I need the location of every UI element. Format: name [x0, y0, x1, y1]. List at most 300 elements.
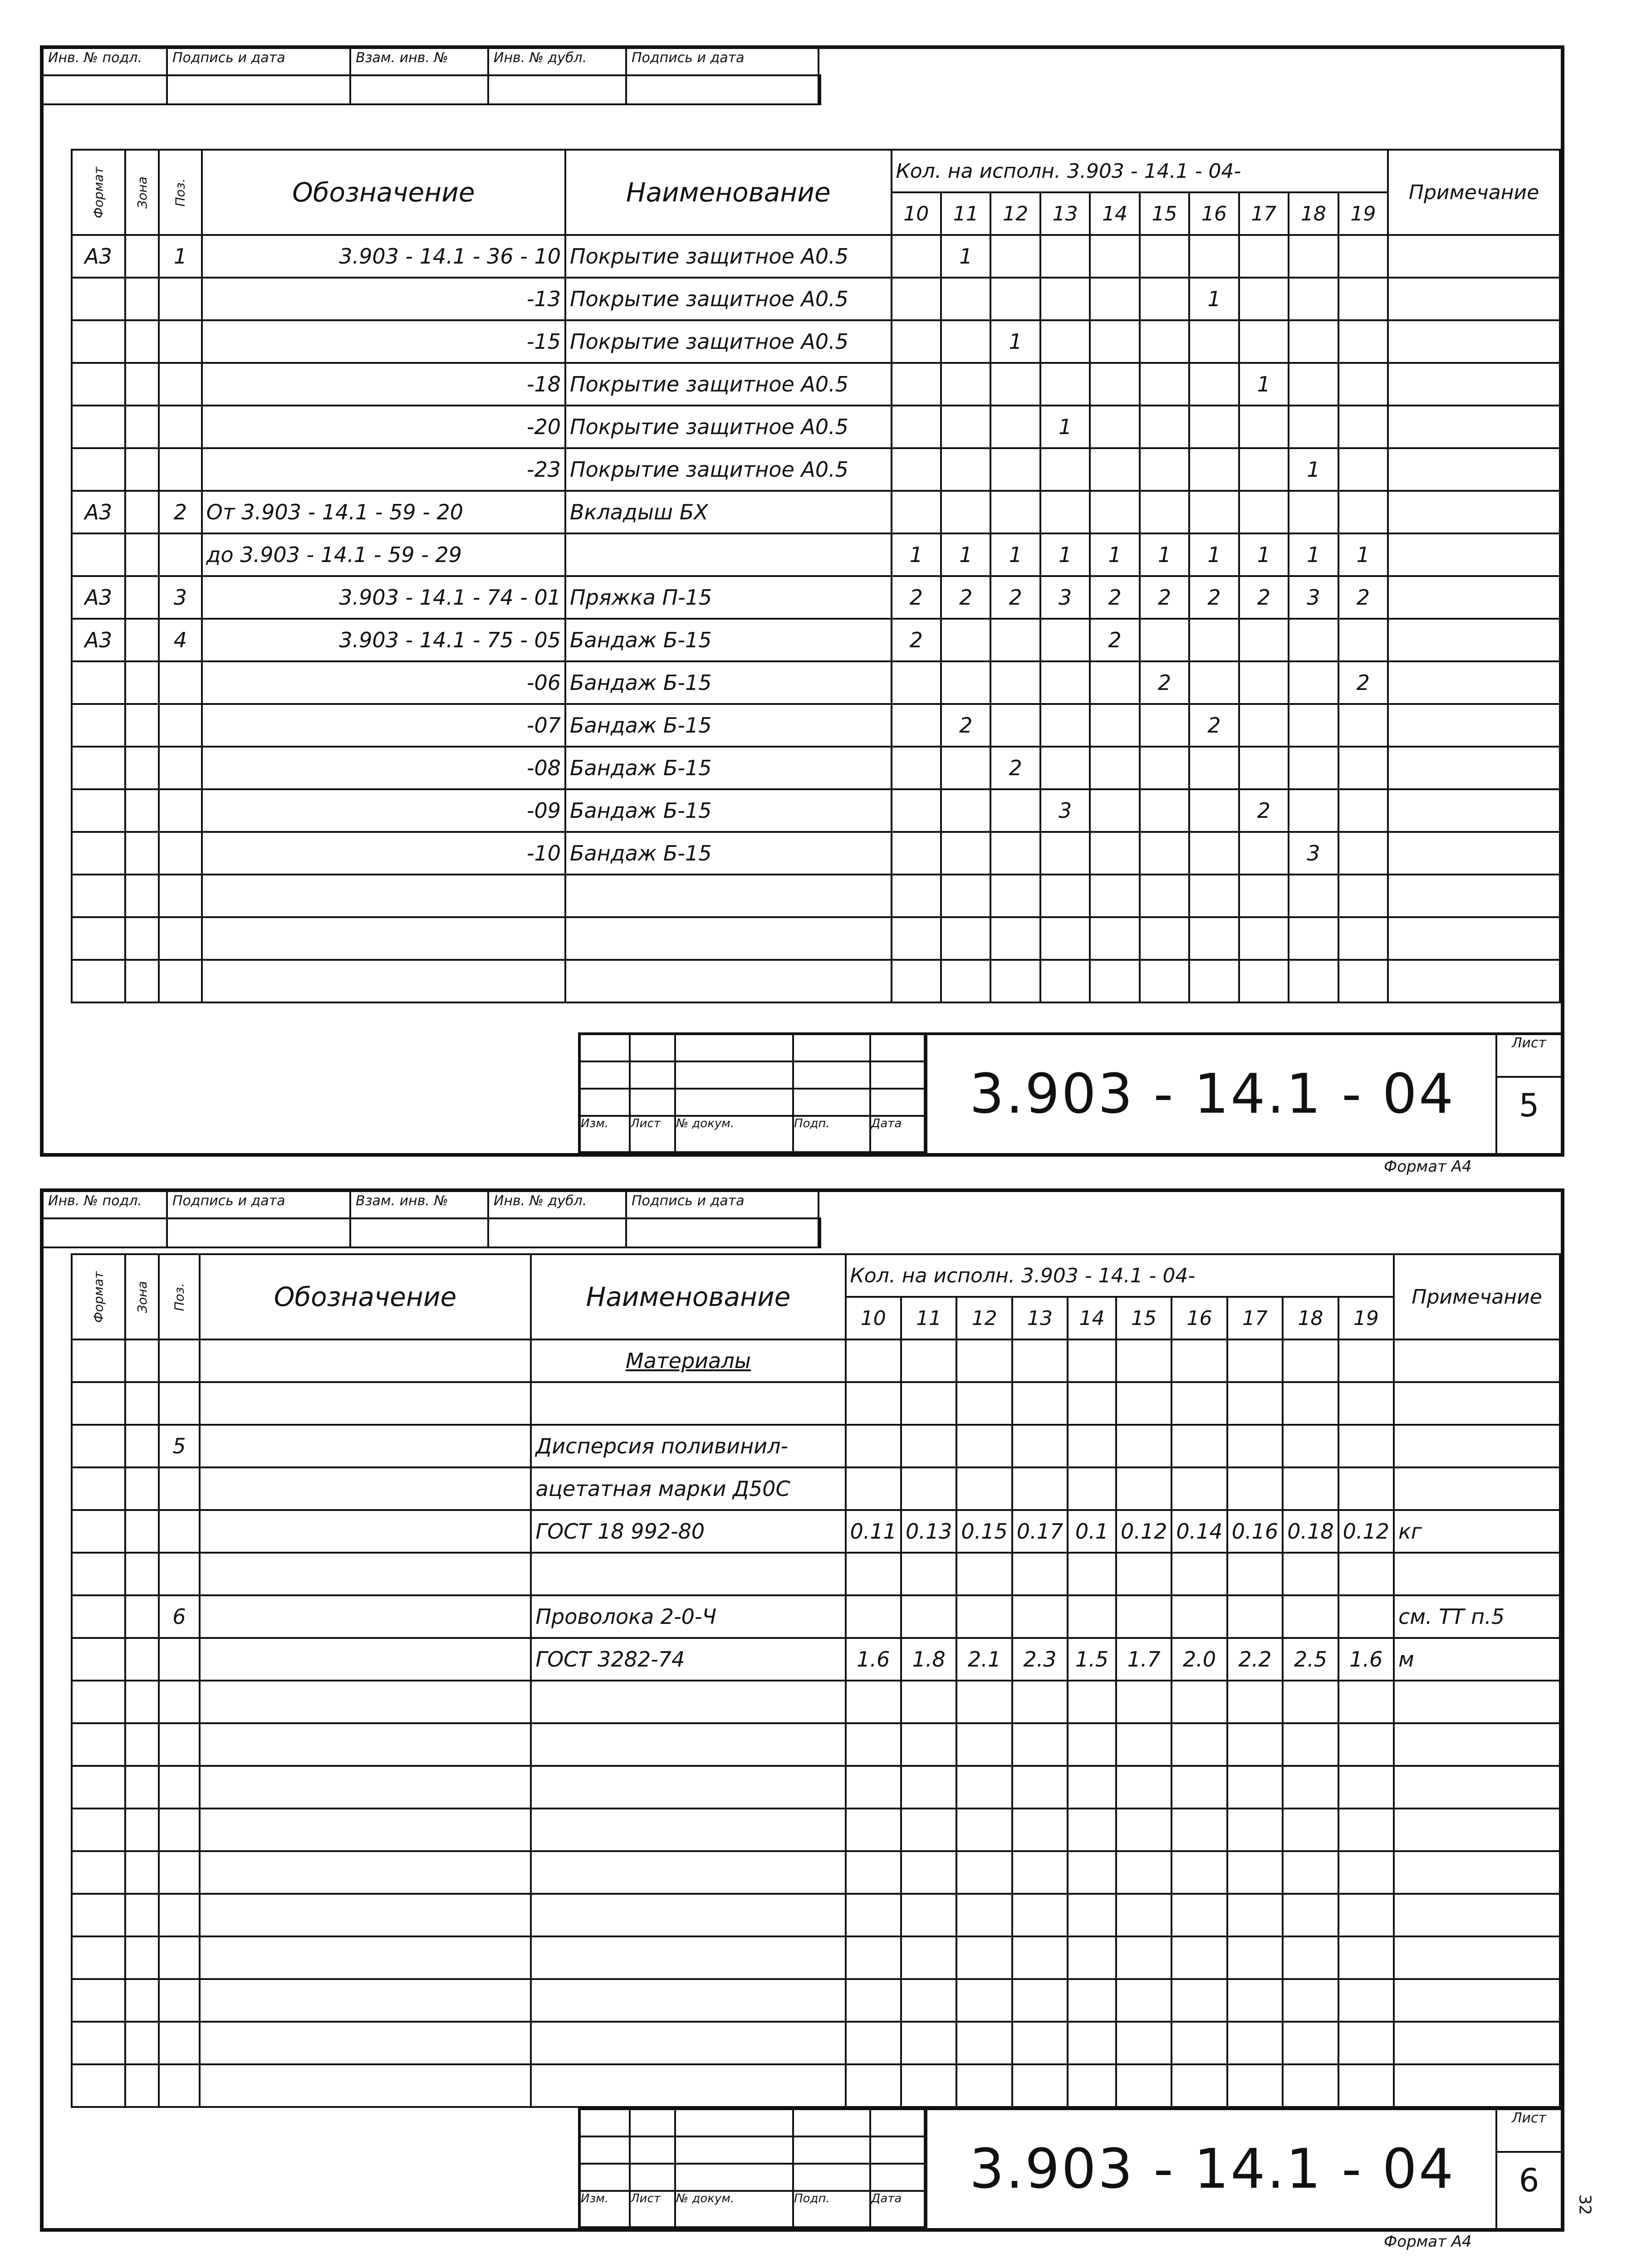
sheet-label: Лист — [1497, 2110, 1561, 2153]
qty-cell — [846, 1467, 901, 1510]
name-cell: ГОСТ 3282-74 — [531, 1638, 845, 1681]
qty-cell — [941, 789, 990, 832]
name-cell: Проволока 2-0-Ч — [531, 1595, 845, 1638]
qty-cell — [1040, 235, 1090, 278]
qty-cell: 1 — [1289, 533, 1338, 576]
pos-cell — [159, 1723, 199, 1766]
qty-cell — [1283, 1809, 1338, 1851]
qty-cell — [1289, 875, 1338, 917]
qty-cell — [1283, 1595, 1338, 1638]
name-cell — [531, 1809, 845, 1851]
qty-cell: 1.6 — [1338, 1638, 1394, 1681]
designation-cell — [200, 1425, 531, 1467]
zone-cell — [125, 832, 159, 875]
qty-cell — [1068, 1851, 1116, 1894]
qty-cell — [1338, 917, 1388, 960]
table-row — [72, 704, 1560, 747]
format-cell — [72, 1936, 125, 1979]
qty-cell — [901, 1425, 956, 1467]
note-cell — [1394, 1681, 1560, 1723]
designation-cell — [200, 1681, 531, 1723]
qty-cell — [1040, 747, 1090, 789]
designation-cell — [200, 1766, 531, 1809]
designation-cell: до 3.903 - 14.1 - 59 - 29 — [202, 533, 565, 576]
note-cell — [1394, 1894, 1560, 1936]
qty-cell — [1189, 320, 1239, 363]
qty-cell — [1012, 2064, 1068, 2107]
pos-cell — [159, 1681, 199, 1723]
note-cell: кг — [1394, 1510, 1560, 1553]
note-cell: см. ТТ п.5 — [1394, 1595, 1560, 1638]
name-cell — [565, 875, 892, 917]
designation-cell — [200, 1382, 531, 1425]
pos-cell — [159, 2064, 199, 2107]
note-cell — [1388, 278, 1560, 320]
qty-cell — [941, 363, 990, 406]
qty-cell: 3 — [1040, 576, 1090, 619]
pos-cell — [159, 1638, 199, 1681]
note-cell — [1394, 1467, 1560, 1510]
zone-cell — [125, 448, 159, 491]
zone-cell — [125, 363, 159, 406]
qty-cell: 1 — [1090, 533, 1139, 576]
qty-cell — [901, 1809, 956, 1851]
qty-cell — [1090, 704, 1139, 747]
qty-cell — [1116, 1681, 1171, 1723]
spec-table — [71, 149, 1561, 1003]
qty-cell — [892, 917, 941, 960]
note-cell — [1394, 2022, 1560, 2064]
qty-cell: 0.17 — [1012, 1510, 1068, 1553]
qty-cell — [1189, 363, 1239, 406]
qty-cell — [1040, 917, 1090, 960]
qty-cell — [1040, 491, 1090, 533]
qty-cell: 1 — [1140, 533, 1189, 576]
qty-cell — [1239, 619, 1289, 661]
qty-cell — [956, 1766, 1012, 1809]
qty-cell — [1140, 704, 1189, 747]
qty-cell — [1189, 448, 1239, 491]
format-cell — [72, 1766, 125, 1809]
qty-cell: 1 — [941, 235, 990, 278]
qty-cell: 3 — [1289, 576, 1338, 619]
table-row — [72, 406, 1560, 448]
qty-cell: 3 — [1289, 832, 1338, 875]
format-cell — [72, 363, 125, 406]
qty-cell: 1 — [1239, 363, 1289, 406]
qty-cell — [1289, 320, 1338, 363]
rev-header-sign: Подп. — [794, 2192, 871, 2228]
designation-cell — [200, 1851, 531, 1894]
designation-cell — [200, 1553, 531, 1595]
table-row — [72, 491, 1560, 533]
qty-cell — [941, 619, 990, 661]
table-row — [72, 1723, 1560, 1766]
qty-cell — [1338, 2064, 1394, 2107]
qty-cell: 2.0 — [1171, 1638, 1227, 1681]
qty-cell — [1189, 491, 1239, 533]
pos-cell — [159, 1809, 199, 1851]
qty-cell — [1116, 2022, 1171, 2064]
variant-header: 12 — [956, 1297, 1012, 1339]
format-cell — [72, 1851, 125, 1894]
qty-cell — [941, 960, 990, 1002]
zone-cell — [125, 1979, 159, 2022]
qty-cell — [1090, 661, 1139, 704]
rev-header-docnum: № докум. — [676, 2192, 794, 2228]
zone-cell — [125, 406, 159, 448]
format-cell — [72, 320, 125, 363]
qty-cell — [1338, 1339, 1394, 1382]
format-cell — [72, 2064, 125, 2107]
qty-cell: 2.1 — [956, 1638, 1012, 1681]
qty-cell — [1189, 875, 1239, 917]
zone-cell — [125, 1510, 159, 1553]
variant-header: 17 — [1227, 1297, 1283, 1339]
title-block — [578, 1032, 1561, 1153]
qty-cell — [956, 1979, 1012, 2022]
note-cell — [1388, 235, 1560, 278]
qty-cell — [956, 1595, 1012, 1638]
format-label: Формат А4 — [1384, 2233, 1472, 2251]
header-name: Наименование — [565, 150, 892, 235]
qty-cell — [1171, 1894, 1227, 1936]
zone-cell — [125, 1382, 159, 1425]
qty-cell — [1189, 789, 1239, 832]
qty-cell — [1140, 363, 1189, 406]
qty-cell — [1012, 1936, 1068, 1979]
designation-cell — [200, 1510, 531, 1553]
qty-cell — [1012, 1467, 1068, 1510]
qty-cell — [1090, 960, 1139, 1002]
qty-cell — [1239, 875, 1289, 917]
qty-cell — [1012, 1809, 1068, 1851]
designation-cell — [200, 1467, 531, 1510]
variant-header: 11 — [941, 192, 990, 235]
qty-cell — [1239, 491, 1289, 533]
format-cell — [72, 1894, 125, 1936]
spec-table — [71, 1253, 1561, 2108]
qty-cell — [1116, 1595, 1171, 1638]
qty-cell — [1040, 661, 1090, 704]
qty-cell — [892, 363, 941, 406]
qty-cell: 1 — [1040, 533, 1090, 576]
qty-cell — [956, 1382, 1012, 1425]
zone-cell — [125, 235, 159, 278]
variant-header: 16 — [1189, 192, 1239, 235]
header-note: Примечание — [1388, 150, 1560, 235]
qty-cell — [901, 1723, 956, 1766]
qty-cell — [990, 875, 1040, 917]
table-row — [72, 1467, 1560, 1510]
qty-cell: 0.1 — [1068, 1510, 1116, 1553]
qty-cell — [1227, 1382, 1283, 1425]
note-cell — [1388, 875, 1560, 917]
format-cell — [72, 704, 125, 747]
qty-cell — [990, 363, 1040, 406]
name-text: Материалы — [625, 1349, 751, 1373]
format-cell — [72, 832, 125, 875]
qty-cell — [892, 704, 941, 747]
qty-cell — [901, 1467, 956, 1510]
designation-cell: -20 — [202, 406, 565, 448]
qty-cell: 1.6 — [846, 1638, 901, 1681]
sheet-number: 5 — [1519, 1087, 1539, 1124]
designation-cell — [200, 1809, 531, 1851]
qty-cell: 1 — [1289, 448, 1338, 491]
note-cell — [1388, 363, 1560, 406]
qty-cell — [1189, 406, 1239, 448]
note-cell — [1388, 533, 1560, 576]
name-cell: Бандаж Б-15 — [565, 661, 892, 704]
qty-cell — [1171, 1809, 1227, 1851]
qty-cell — [1140, 917, 1189, 960]
name-cell — [531, 1766, 845, 1809]
pos-cell: 2 — [159, 491, 202, 533]
qty-cell — [846, 1894, 901, 1936]
qty-cell — [1140, 320, 1189, 363]
qty-cell — [901, 2064, 956, 2107]
revision-grid — [581, 2110, 926, 2228]
qty-cell — [1040, 875, 1090, 917]
qty-cell — [1140, 747, 1189, 789]
qty-cell: 2 — [1189, 576, 1239, 619]
qty-cell — [1171, 1766, 1227, 1809]
pos-cell — [159, 1382, 199, 1425]
format-cell — [72, 1467, 125, 1510]
format-cell — [72, 1553, 125, 1595]
format-cell: А3 — [72, 619, 125, 661]
qty-cell — [1289, 661, 1338, 704]
pos-cell — [159, 1766, 199, 1809]
note-cell — [1388, 576, 1560, 619]
qty-cell — [1338, 235, 1388, 278]
name-cell: Дисперсия поливинил- — [531, 1425, 845, 1467]
qty-cell — [1338, 448, 1388, 491]
qty-cell: 0.12 — [1338, 1510, 1394, 1553]
qty-cell — [990, 491, 1040, 533]
qty-cell — [1171, 1467, 1227, 1510]
qty-cell — [1012, 1425, 1068, 1467]
qty-cell — [1140, 832, 1189, 875]
note-cell — [1394, 1851, 1560, 1894]
qty-cell — [1239, 917, 1289, 960]
qty-cell — [1116, 1723, 1171, 1766]
qty-cell — [1227, 1936, 1283, 1979]
qty-cell — [1116, 2064, 1171, 2107]
qty-cell — [1338, 278, 1388, 320]
format-cell — [72, 1425, 125, 1467]
qty-cell: 1 — [990, 533, 1040, 576]
qty-cell: 0.14 — [1171, 1510, 1227, 1553]
qty-cell — [1116, 1425, 1171, 1467]
qty-cell — [1068, 2064, 1116, 2107]
note-cell — [1394, 1553, 1560, 1595]
pos-cell — [159, 960, 202, 1002]
qty-cell — [1090, 448, 1139, 491]
qty-cell — [990, 278, 1040, 320]
table-row — [72, 1766, 1560, 1809]
qty-cell — [1140, 491, 1189, 533]
qty-cell — [1090, 278, 1139, 320]
qty-cell — [1227, 2022, 1283, 2064]
header-qty-group: Кол. на исполн. 3.903 - 14.1 - 04- — [846, 1254, 1394, 1297]
pos-cell — [159, 1339, 199, 1382]
table-row — [72, 533, 1560, 576]
qty-cell — [990, 661, 1040, 704]
qty-cell — [1289, 917, 1338, 960]
table-row — [72, 1894, 1560, 1936]
table-row — [72, 917, 1560, 960]
format-cell — [72, 1339, 125, 1382]
qty-cell — [990, 832, 1040, 875]
qty-cell — [1171, 1425, 1227, 1467]
qty-cell — [1189, 661, 1239, 704]
qty-cell — [956, 1339, 1012, 1382]
pos-cell — [159, 1936, 199, 1979]
designation-cell: 3.903 - 14.1 - 74 - 01 — [202, 576, 565, 619]
qty-cell — [901, 1553, 956, 1595]
qty-cell — [1068, 1894, 1116, 1936]
qty-cell — [1068, 1595, 1116, 1638]
designation-cell: -15 — [202, 320, 565, 363]
variant-header: 11 — [901, 1297, 956, 1339]
format-cell — [72, 875, 125, 917]
table-row — [72, 448, 1560, 491]
pos-cell — [159, 1979, 199, 2022]
name-cell: Бандаж Б-15 — [565, 789, 892, 832]
designation-cell: -18 — [202, 363, 565, 406]
strip-sign-date-2: Подпись и дата — [632, 1193, 745, 1209]
qty-cell — [1338, 1766, 1394, 1809]
qty-cell — [1338, 406, 1388, 448]
qty-cell — [1338, 491, 1388, 533]
rev-header-change: Изм. — [581, 1117, 631, 1153]
pos-cell — [159, 1553, 199, 1595]
qty-cell: 1 — [941, 533, 990, 576]
qty-cell: 2 — [1090, 576, 1139, 619]
table-row — [72, 2064, 1560, 2107]
qty-cell: 2.5 — [1283, 1638, 1338, 1681]
note-cell — [1394, 1382, 1560, 1425]
qty-cell — [941, 917, 990, 960]
qty-cell — [1227, 1681, 1283, 1723]
qty-cell — [1116, 1894, 1171, 1936]
qty-cell — [1090, 789, 1139, 832]
qty-cell — [1189, 747, 1239, 789]
qty-cell — [941, 320, 990, 363]
header-designation: Обозначение — [200, 1254, 531, 1339]
note-cell — [1388, 619, 1560, 661]
qty-cell — [1090, 747, 1139, 789]
header-format: Формат — [72, 150, 125, 235]
format-cell — [72, 747, 125, 789]
qty-cell — [1040, 363, 1090, 406]
qty-cell: 2 — [892, 619, 941, 661]
qty-cell — [892, 320, 941, 363]
note-cell — [1394, 1425, 1560, 1467]
pos-cell — [159, 278, 202, 320]
qty-cell — [956, 1467, 1012, 1510]
table-row — [72, 1809, 1560, 1851]
revision-grid — [581, 1035, 926, 1153]
qty-cell: 2 — [941, 704, 990, 747]
qty-cell — [1116, 1809, 1171, 1851]
qty-cell — [1171, 2064, 1227, 2107]
qty-cell — [941, 875, 990, 917]
qty-cell — [892, 789, 941, 832]
table-row — [72, 1681, 1560, 1723]
pos-cell — [159, 533, 202, 576]
pos-cell — [159, 917, 202, 960]
variant-header: 16 — [1171, 1297, 1227, 1339]
pos-cell — [159, 320, 202, 363]
qty-cell — [990, 448, 1040, 491]
table-row — [72, 1339, 1560, 1382]
qty-cell — [901, 1681, 956, 1723]
qty-cell — [1283, 1681, 1338, 1723]
name-cell — [531, 1382, 845, 1425]
variant-header: 18 — [1283, 1297, 1338, 1339]
name-cell — [531, 2064, 845, 2107]
qty-cell — [892, 875, 941, 917]
designation-cell: -23 — [202, 448, 565, 491]
qty-cell — [846, 1553, 901, 1595]
qty-cell — [1012, 1851, 1068, 1894]
format-cell — [72, 1510, 125, 1553]
pos-cell — [159, 1851, 199, 1894]
format-cell — [72, 1979, 125, 2022]
name-cell — [531, 1553, 845, 1595]
name-cell — [531, 1681, 845, 1723]
qty-cell — [1338, 1979, 1394, 2022]
approval-strip-values — [44, 74, 821, 105]
qty-cell — [1338, 704, 1388, 747]
qty-cell — [1239, 320, 1289, 363]
qty-cell — [956, 1681, 1012, 1723]
zone-cell — [125, 1936, 159, 1979]
qty-cell — [1116, 1553, 1171, 1595]
qty-cell — [941, 661, 990, 704]
strip-inv-dup: Инв. № дубл. — [489, 1192, 627, 1217]
qty-cell: 1 — [1189, 278, 1239, 320]
table-row — [72, 1936, 1560, 1979]
designation-cell: -06 — [202, 661, 565, 704]
qty-cell — [1338, 1681, 1394, 1723]
qty-cell — [901, 2022, 956, 2064]
qty-cell — [1338, 1382, 1394, 1425]
designation-cell — [200, 2064, 531, 2107]
name-cell — [565, 917, 892, 960]
qty-cell — [1289, 406, 1338, 448]
qty-cell — [1289, 491, 1338, 533]
name-cell: Покрытие защитное А0.5 — [565, 235, 892, 278]
format-cell — [72, 278, 125, 320]
note-cell — [1394, 1766, 1560, 1809]
qty-cell — [1338, 1467, 1394, 1510]
strip-replace-inv: Взам. инв. № — [351, 49, 489, 74]
qty-cell — [892, 235, 941, 278]
qty-cell — [1283, 1723, 1338, 1766]
qty-cell — [1090, 406, 1139, 448]
approval-strip — [44, 1192, 819, 1219]
qty-cell — [1171, 1595, 1227, 1638]
qty-cell: 2 — [892, 576, 941, 619]
qty-cell: 0.16 — [1227, 1510, 1283, 1553]
qty-cell — [1289, 363, 1338, 406]
approval-strip — [44, 49, 819, 76]
qty-cell — [1140, 619, 1189, 661]
